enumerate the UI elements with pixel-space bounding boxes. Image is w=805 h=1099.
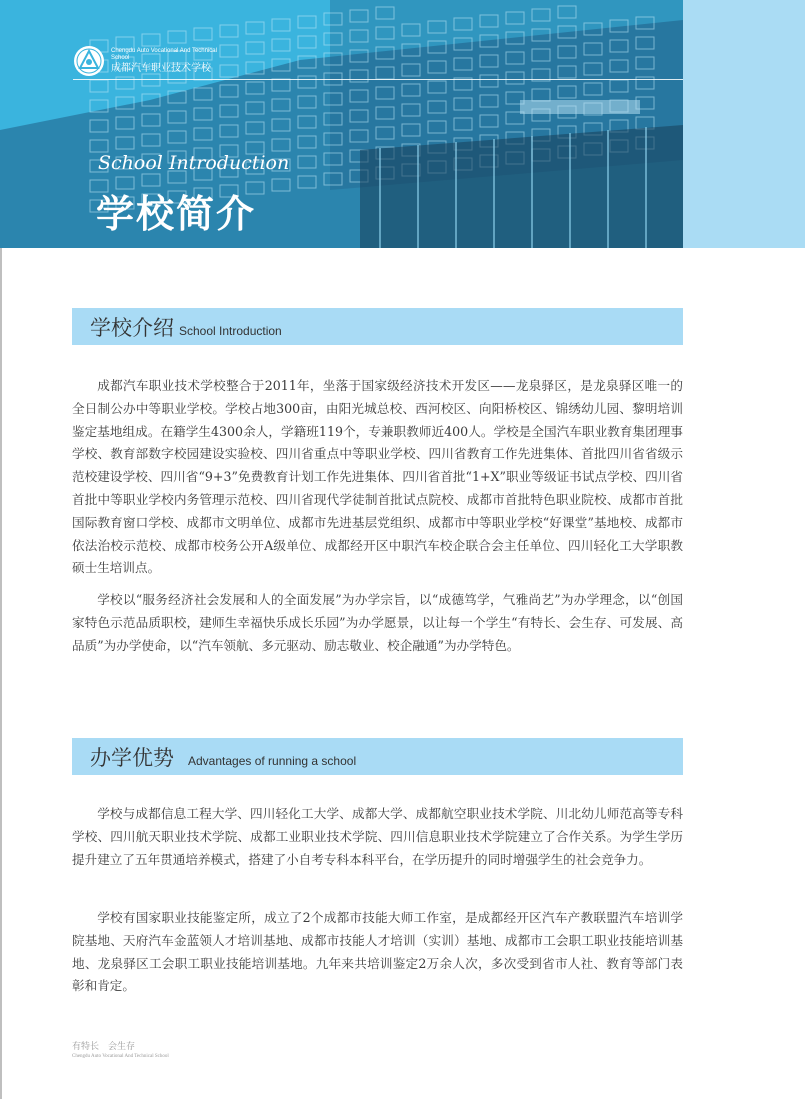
logo-english-name: Chengdu Auto Vocational And Technical School	[111, 47, 217, 61]
section-title-english: School Introduction	[179, 323, 282, 338]
section-title: 办学优势	[90, 745, 174, 770]
banner-subtitle: School Introduction	[98, 152, 290, 174]
page-footer	[72, 1042, 169, 1060]
section-header-advantages	[72, 738, 683, 775]
section-header-school-introduction	[72, 308, 683, 345]
section-title-english: Advantages of running a school	[188, 753, 357, 768]
paragraph: 学校以“服务经济社会发展和人的全面发展”为办学宗旨，以“成德笃学，气雅尚艺”为办学理念，以“创国家特色示范品质职校，建师生幸福快乐成长乐园”为办学愿景，以让每一个学生“有特长、会生存、可发展、高品质”为办学使命，以“汽车领航、多元驱动、励志敬业、校企融通”为办学特色。	[72, 592, 683, 653]
paragraph: 成都汽车职业技术学校整合于2011年，坐落于国家级经济技术开发区——龙泉驿区，是龙泉驿区唯一的全日制公办中等职业学校。学校占地300亩，由阳光城总校、西河校区、向阳桥校区、锦绣幼儿园、黎明培训鉴定基地组成。在籍学生4300余人，学籍班119个，专兼职教师近400人。学校是全国汽车职业教育集团理事学校、教育部数字校园建设实验校、四川省重点中等职业学校、四川省教育工作先进集体、首批四川省省级示范校建设学校、四川省“9+3”免费教育计划工作先进集体、四川省首批“1+X”职业等级证书试点学校、四川省首批中等职业学校内务管理示范校、四川省现代学徒制首批试点院校、成都市首批特色职业院校、成都市首批国际教育窗口学校、成都市文明单位、成都市先进基层党组织、成都市中等职业学校“好课堂”基地校、成都市依法治校示范校、成都市校务公开A级单位、成都经开区中职汽车校企联合会主任单位、四川轻化工大学职教硕士生培训点。	[72, 378, 683, 576]
section-title: 学校介绍	[90, 315, 174, 340]
footer-school-name: Chengdu Auto Vocational And Technical School	[72, 1054, 169, 1059]
footer-slogan: 有特长 会生存	[72, 1042, 136, 1052]
paragraph: 学校有国家职业技能鉴定所，成立了2个成都市技能大师工作室，是成都经开区汽车产教联盟汽车培训学院基地、天府汽车金蓝领人才培训基地、成都市技能人才培训（实训）基地、成都市工会职工职业技能培训基地、龙泉驿区工会职工职业技能培训基地。九年来共培训鉴定2万余人次，多次受到省市人社、教育等部门表彰和肯定。	[72, 910, 683, 994]
school-logo	[73, 45, 221, 77]
header-side-panel	[683, 0, 805, 248]
header-divider	[73, 79, 683, 80]
page-title: 学校简介	[96, 192, 257, 236]
school-emblem-icon	[73, 45, 105, 77]
paragraph: 学校与成都信息工程大学、四川轻化工大学、成都大学、成都航空职业技术学院、川北幼儿师范高等专科学校、四川航天职业技术学院、成都工业职业技术学院、四川信息职业技术学院建立了合作关系。为学生学历提升建立了五年贯通培养模式，搭建了小自考专科本科平台，在学历提升的同时增强学生的社会竞争力。	[72, 806, 683, 867]
logo-chinese-name: 成都汽车职业技术学校	[111, 62, 211, 74]
